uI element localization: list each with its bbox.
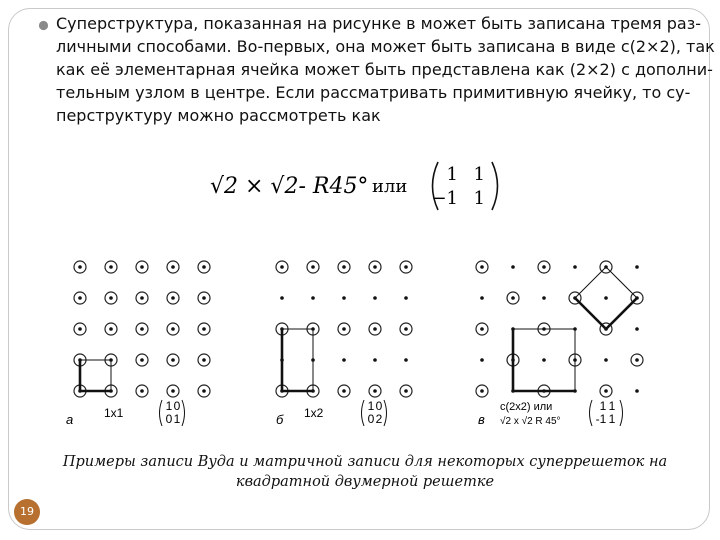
lattice-dot: [604, 389, 608, 393]
right-paren: [492, 162, 498, 210]
lattice-dot: [480, 296, 484, 300]
lattice-dot: [140, 358, 144, 362]
superlattice-figure: [60, 250, 660, 440]
wood-notation-formula: [210, 158, 510, 214]
lattice-dot: [311, 296, 315, 300]
lattice-dot: [635, 389, 639, 393]
panel-letter: в: [478, 412, 485, 427]
lattice-dot: [511, 265, 515, 269]
lattice-dot: [109, 327, 113, 331]
unit-cell-edge: [606, 298, 637, 329]
paragraph-line: личными способами. Во-первых, она может быть записана в виде c(2×2), так: [56, 37, 715, 56]
matrix-cell: 1: [608, 399, 616, 413]
lattice-dot: [480, 358, 484, 362]
matrix-cell: 1: [446, 164, 458, 185]
lattice-dot: [140, 327, 144, 331]
lattice-dot: [604, 358, 608, 362]
paragraph-line: Суперструктура, показанная на рисунке в может быть записана тремя раз-: [56, 14, 701, 33]
lattice-dot: [140, 389, 144, 393]
lattice-dot: [171, 265, 175, 269]
matrix-cell: 0: [165, 412, 173, 426]
lattice-dot: [280, 296, 284, 300]
lattice-dot: [202, 389, 206, 393]
lattice-dot: [373, 296, 377, 300]
matrix-cell: 1: [608, 412, 616, 426]
lattice-dot: [78, 296, 82, 300]
lattice-dot: [140, 265, 144, 269]
lattice-dot: [373, 358, 377, 362]
left-paren: [590, 400, 593, 426]
panel-label: 1x1: [104, 406, 124, 420]
lattice-dot: [342, 358, 346, 362]
paragraph-line: перструктуру можно рассмотреть как: [56, 106, 381, 125]
lattice-dot: [342, 327, 346, 331]
lattice-dot: [480, 327, 484, 331]
left-paren: [160, 400, 163, 426]
lattice-dot: [404, 327, 408, 331]
lattice-dot: [311, 265, 315, 269]
lattice-dot: [202, 265, 206, 269]
figure-caption: [40, 452, 690, 492]
lattice-dot: [109, 265, 113, 269]
matrix-cell: 1: [165, 399, 173, 413]
lattice-dot: [542, 265, 546, 269]
lattice-dot: [109, 296, 113, 300]
paragraph-line: тельным узлом в центре. Если рассматривать примитивную ячейку, то су-: [56, 83, 691, 102]
right-paren: [384, 400, 387, 426]
paragraph-line: как её элементарная ячейка может быть представлена как (2×2) с дополни-: [56, 60, 713, 79]
lattice-dot: [635, 327, 639, 331]
panel-label: 1x2: [304, 406, 324, 420]
lattice-dot: [202, 296, 206, 300]
panel-label: c(2x2) или: [500, 401, 553, 413]
lattice-dot: [373, 327, 377, 331]
caption-line: квадратной двумерной решетке: [235, 474, 495, 490]
lattice-dot: [635, 265, 639, 269]
page-number-badge: 19: [14, 499, 40, 525]
panel-label: √2 x √2 R 45°: [500, 416, 561, 427]
lattice-dot: [373, 265, 377, 269]
matrix-cell: 1: [473, 188, 485, 209]
lattice-dot: [511, 296, 515, 300]
right-paren: [182, 400, 185, 426]
panel-letter: б: [276, 412, 284, 427]
panel-letter: а: [66, 412, 74, 427]
wood-notation-text: √2 × √2- R45°: [210, 174, 369, 199]
right-paren: [620, 400, 623, 426]
matrix-cell: -1: [595, 412, 607, 426]
lattice-dot: [342, 265, 346, 269]
or-word: или: [372, 176, 408, 197]
matrix-cell: 1: [173, 412, 181, 426]
unit-cell-edge: [575, 267, 606, 298]
lattice-dot: [171, 327, 175, 331]
lattice-dot: [542, 296, 546, 300]
caption-line: Примеры записи Вуда и матричной записи для некоторых суперрешеток на: [62, 454, 668, 470]
unit-cell-edge: [606, 267, 637, 298]
lattice-dot: [280, 265, 284, 269]
lattice-dot: [573, 265, 577, 269]
matrix-cell: 1: [599, 399, 607, 413]
left-paren: [362, 400, 365, 426]
lattice-dot: [542, 358, 546, 362]
lattice-dot: [404, 296, 408, 300]
lattice-dot: [635, 358, 639, 362]
matrix-cell: −1: [431, 188, 458, 209]
lattice-dot: [404, 389, 408, 393]
lattice-dot: [342, 389, 346, 393]
bullet-icon: [38, 20, 49, 31]
lattice-dot: [404, 358, 408, 362]
lattice-dot: [604, 296, 608, 300]
body-paragraph: [56, 12, 715, 127]
lattice-dot: [78, 327, 82, 331]
lattice-dot: [404, 265, 408, 269]
lattice-dot: [171, 389, 175, 393]
matrix-cell: 1: [473, 164, 485, 185]
lattice-dot: [202, 327, 206, 331]
lattice-dot: [171, 296, 175, 300]
lattice-dot: [78, 265, 82, 269]
lattice-dot: [202, 358, 206, 362]
matrix-cell: 1: [367, 399, 375, 413]
unit-cell-edge: [575, 298, 606, 329]
matrix-cell: 2: [375, 412, 383, 426]
lattice-dot: [140, 296, 144, 300]
lattice-dot: [480, 265, 484, 269]
lattice-dot: [171, 358, 175, 362]
lattice-dot: [373, 389, 377, 393]
matrix-cell: 0: [173, 399, 181, 413]
matrix-cell: 0: [367, 412, 375, 426]
lattice-dot: [480, 389, 484, 393]
lattice-dot: [342, 296, 346, 300]
matrix-cell: 0: [375, 399, 383, 413]
